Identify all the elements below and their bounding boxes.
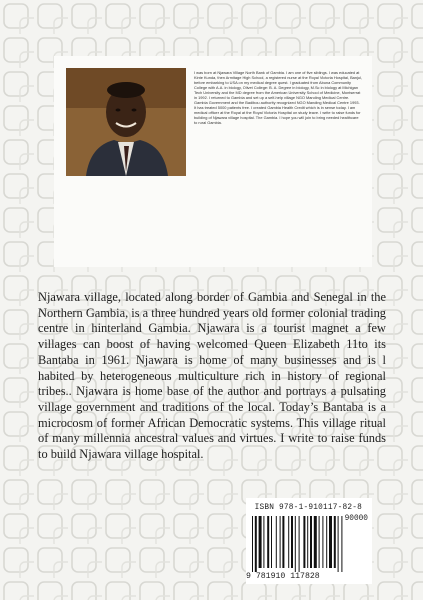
barcode-bars (252, 516, 366, 572)
barcode-number: 9 781910 117828 (246, 572, 320, 581)
price-code: 90000 (344, 515, 368, 523)
author-photo (66, 68, 186, 176)
barcode-box (246, 498, 372, 584)
author-bio: I was born at Njawara Village North Bank of Gambia. I am one of five siblings. I was educated at Kinte Kunda, then Armitage High School, a registered nurse at the Royal Victoria Hospital, Banjul, before embarking to USA on my medical degree quest. I graduated from Abuna Community College with A.A. in biology, Olivet College: B. A. Degree in biology, M.Sc in biology at Michigan Tech University and the MD degree from the American University School of Medicine, Montserrat in 1992. I returned to Gambia and set up a self-help village NGO Manding Medical Centre. Gambia Government and the Badibou authority recognized NGO Manding Medical Centre 1993. It has treated 5000 patients free. I created Gambia Health Credit which is in sense today. I am medical officer at the Royal at the Royal Victoria Hospital on study leave. I write to raise funds for building of Njawara village hospital. The Gambia. I hope you will join to bring needed healthcare to rural Gambia. (194, 70, 362, 126)
book-blurb: Njawara village, located along border of Gambia and Senegal in the Northern Gambia, is a three hundred years old former colonial trading centre in hinterland Gambia. Njawara is a tourist magnet a few villages can boost of having welcomed Queen Elizabeth 11to its Bantaba in 1961. Njawara is home of many businesses and is l habited by heterogeneous multiculture rich in history of regional tribes.. Njawara is home base of the author and portrays a pulsating village government and traditions of the local. Today’s Bantaba is a microcosm of former African Democratic systems. This village ritual of many millennia ancestral values and virtues. I write to raise funds to build Njawara village hospital. (38, 290, 386, 462)
isbn-label: ISBN 978-1-910117-82-8 (254, 504, 362, 512)
